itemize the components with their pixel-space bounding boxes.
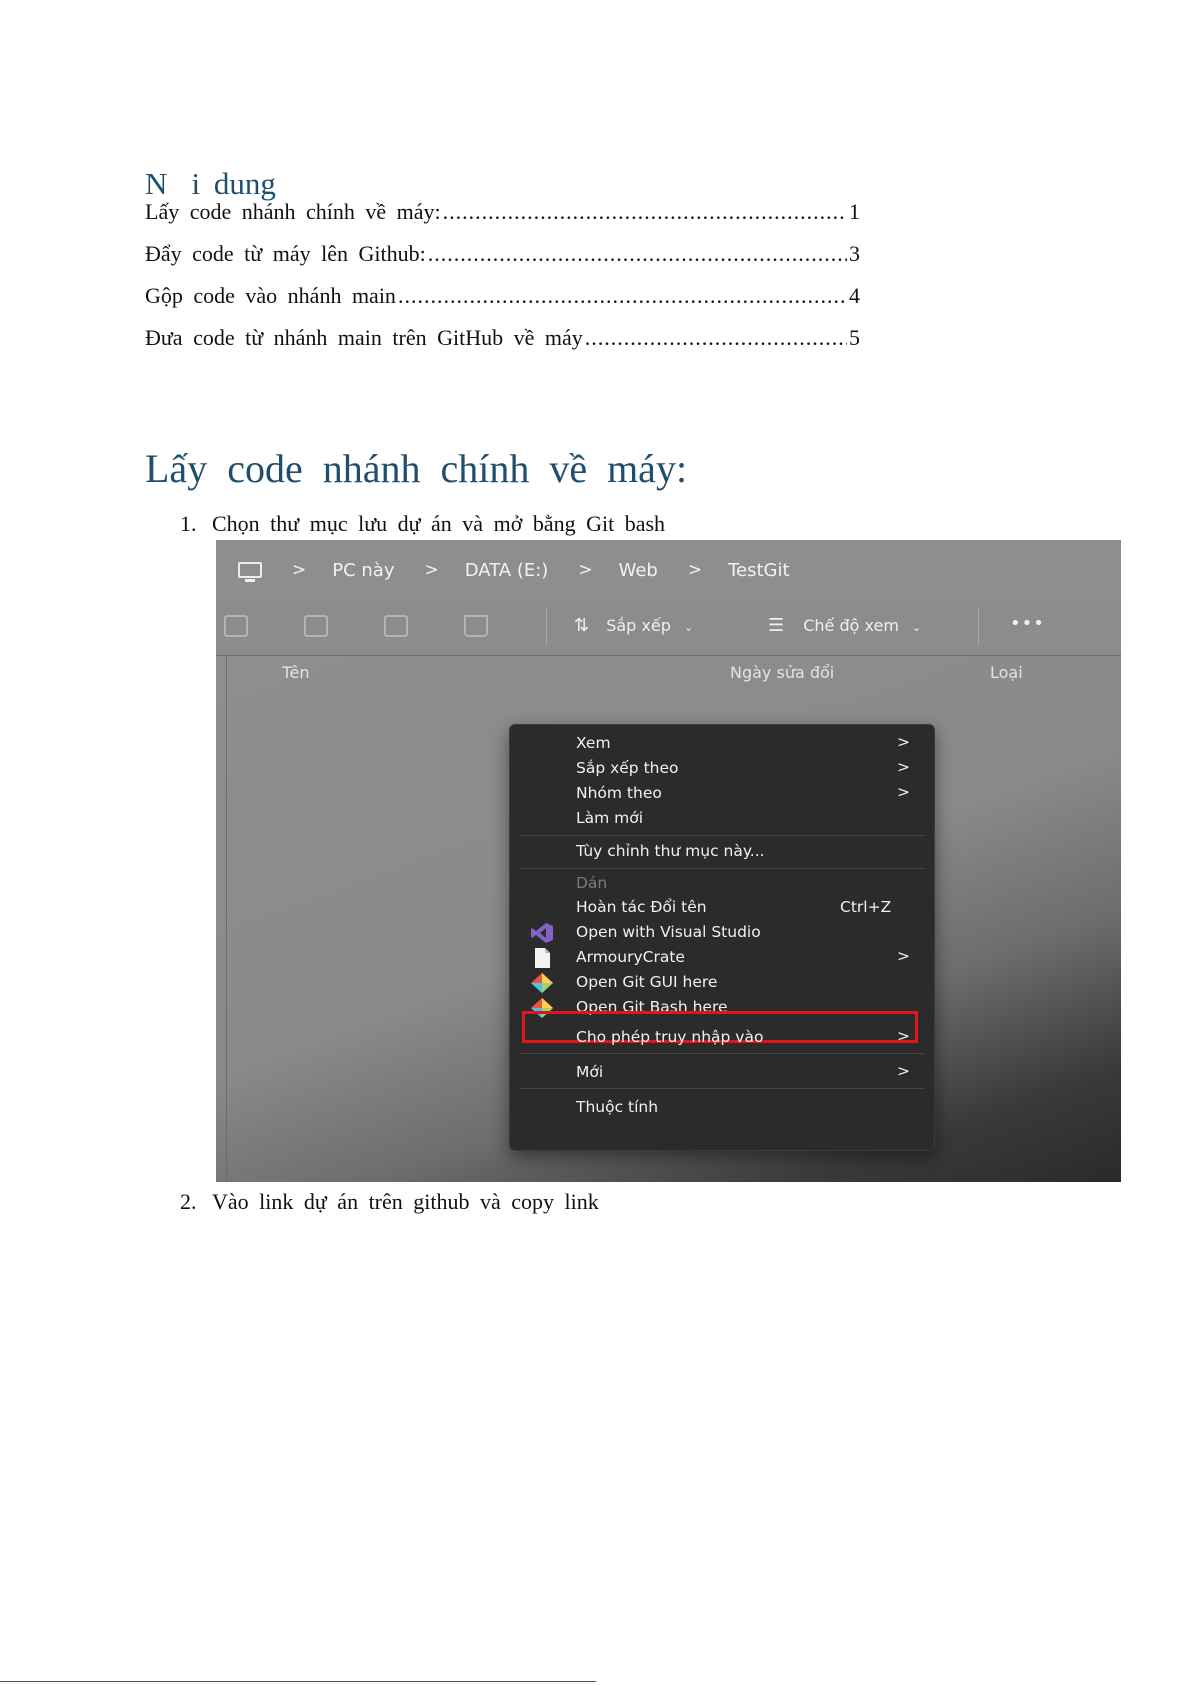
toc-title: N i dung [145, 166, 276, 201]
copy-icon[interactable] [224, 615, 248, 637]
menu-item-undo-rename[interactable] [510, 895, 934, 921]
breadcrumb-pc[interactable]: PC này [332, 559, 395, 581]
section-heading: Lấy code nhánh chính về máy: [145, 446, 688, 491]
menu-item-open-visual-studio[interactable] [510, 920, 934, 946]
toc-entry-label: Lấy code nhánh chính về máy: [145, 199, 441, 224]
menu-item-view[interactable] [510, 731, 934, 757]
menu-item-label: Dán [576, 874, 608, 892]
share-icon[interactable] [384, 615, 408, 637]
toc-entry-page: 5 [849, 325, 860, 350]
chevron-right-icon: > [897, 1062, 910, 1080]
toc-entry-page: 4 [849, 283, 860, 308]
chevron-right-icon: > [897, 758, 910, 776]
toc-leader [428, 241, 847, 267]
sort-button[interactable] [574, 615, 693, 636]
menu-item-label: Nhóm theo [576, 784, 662, 802]
toc-leader [398, 283, 847, 309]
toc-leader [585, 325, 847, 351]
toc-entry-page: 1 [849, 199, 860, 224]
toc-entry[interactable] [145, 325, 860, 351]
breadcrumb-separator: > [292, 560, 307, 580]
delete-icon[interactable] [464, 615, 488, 637]
step-number: 2. [180, 1189, 197, 1214]
command-bar [216, 600, 1121, 656]
chevron-down-icon: ⌄ [683, 621, 694, 634]
menu-item-label: Hoàn tác Đổi tên [576, 898, 707, 916]
menu-item-label: ArmouryCrate [576, 948, 685, 966]
toc-entry-label: Gộp code vào nhánh main [145, 283, 396, 308]
menu-item-label: Xem [576, 734, 611, 752]
column-header-name[interactable]: Tên [282, 663, 310, 682]
column-header-date[interactable]: Ngày sửa đổi [730, 663, 835, 682]
menu-item-label: Open Git Bash here [576, 998, 728, 1016]
file-icon [530, 947, 554, 969]
footer-divider [0, 1681, 596, 1682]
breadcrumb-separator: > [424, 560, 439, 580]
menu-item-refresh[interactable] [510, 806, 934, 832]
more-options-button[interactable]: ••• [1010, 613, 1045, 634]
step-text: Vào link dự án trên github và copy link [212, 1189, 599, 1214]
menu-item-customize-folder[interactable] [510, 839, 934, 865]
step-item [180, 511, 665, 537]
toc-entry-label: Đưa code từ nhánh main trên GitHub về máy [145, 325, 583, 350]
visual-studio-icon [530, 922, 554, 944]
view-button[interactable] [768, 615, 921, 636]
menu-item-label: Open Git GUI here [576, 973, 718, 991]
breadcrumb-separator: > [578, 560, 593, 580]
breadcrumb-web[interactable]: Web [618, 559, 658, 581]
menu-item-label: Mới [576, 1063, 604, 1081]
menu-item-grant-access[interactable] [510, 1025, 934, 1051]
toc-entry-page: 3 [849, 241, 860, 266]
step-item [180, 1189, 599, 1215]
column-header-type[interactable]: Loại [990, 663, 1023, 682]
breadcrumb-drive[interactable]: DATA (E:) [464, 559, 549, 581]
breadcrumb-testgit[interactable]: TestGit [728, 559, 790, 581]
chevron-right-icon: > [897, 947, 910, 965]
menu-item-label: Thuộc tính [576, 1098, 659, 1116]
menu-divider [520, 1053, 924, 1054]
computer-icon[interactable] [238, 562, 262, 578]
context-menu [509, 724, 935, 1151]
toc-entry[interactable] [145, 241, 860, 267]
chevron-right-icon: > [897, 733, 910, 751]
view-icon: ☰ [768, 615, 785, 636]
step-number: 1. [180, 511, 197, 536]
address-bar[interactable] [216, 540, 1121, 601]
menu-item-armourycrate[interactable] [510, 945, 934, 971]
menu-divider [520, 835, 924, 836]
step-text: Chọn thư mục lưu dự án và mở bằng Git bash [212, 511, 666, 536]
menu-item-group-by[interactable] [510, 781, 934, 807]
menu-item-label: Cho phép truy nhập vào [576, 1028, 764, 1046]
toc-leader [443, 199, 847, 225]
explorer-screenshot [216, 540, 1121, 1182]
sort-icon: ⇅ [574, 615, 590, 636]
rename-icon[interactable] [304, 615, 328, 637]
menu-item-paste [510, 871, 934, 897]
menu-item-label: Tùy chỉnh thư mục này... [576, 842, 765, 860]
chevron-right-icon: > [897, 1027, 910, 1045]
toc-entry[interactable] [145, 199, 860, 225]
menu-shortcut: Ctrl+Z [840, 898, 892, 916]
menu-item-label: Làm mới [576, 809, 644, 827]
menu-item-label: Open with Visual Studio [576, 923, 761, 941]
menu-item-properties[interactable] [510, 1095, 934, 1121]
sort-label: Sắp xếp [606, 616, 671, 635]
toc-entry-label: Đẩy code từ máy lên Github: [145, 241, 426, 266]
toc-entry[interactable] [145, 283, 860, 309]
menu-divider [520, 1088, 924, 1089]
menu-item-label: Sắp xếp theo [576, 759, 679, 777]
menu-item-new[interactable] [510, 1060, 934, 1086]
chevron-right-icon: > [897, 783, 910, 801]
git-icon [530, 972, 554, 994]
chevron-down-icon: ⌄ [912, 621, 922, 634]
view-label: Chế độ xem [803, 616, 899, 635]
breadcrumb-separator: > [687, 560, 703, 580]
menu-item-open-git-gui[interactable] [510, 970, 934, 996]
menu-item-sort-by[interactable] [510, 756, 934, 782]
menu-divider [520, 868, 924, 869]
